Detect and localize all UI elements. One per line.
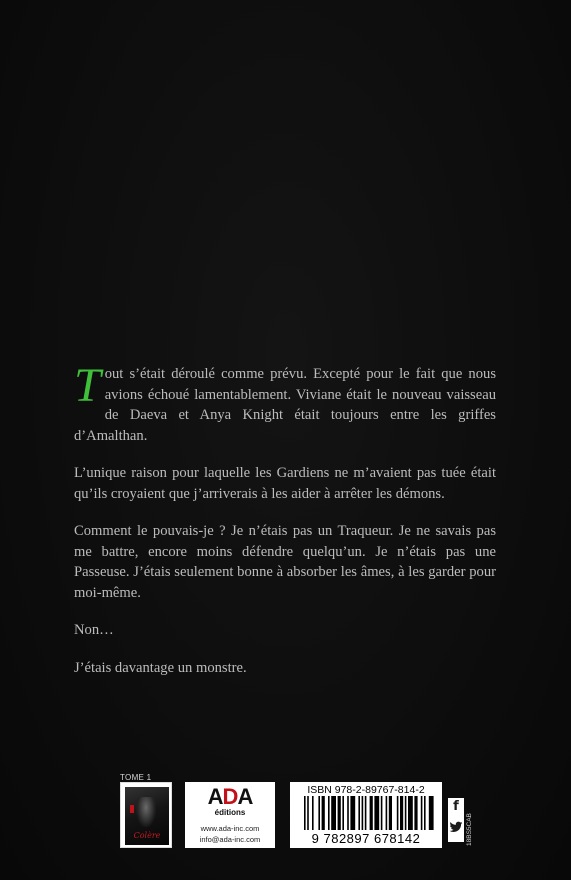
barcode-bar — [304, 796, 306, 830]
barcode-bar — [318, 796, 320, 830]
thumbnail-figure — [136, 797, 156, 827]
series-thumbnail — [120, 782, 172, 848]
isbn-text: ISBN 978-2-89767-814-2 — [307, 784, 425, 796]
twitter-icon — [448, 820, 464, 838]
blurb-paragraph-1 — [74, 359, 496, 446]
drop-cap: T — [74, 359, 101, 412]
barcode-bar — [350, 796, 355, 830]
ean-digits: 9 782897 678142 — [311, 831, 421, 846]
barcode-bar — [424, 796, 426, 830]
barcode-bar — [414, 796, 417, 830]
tome-label: TOME 1 — [120, 773, 152, 782]
barcode-bar — [370, 796, 373, 830]
barcode-bars — [290, 796, 442, 832]
barcode-bar — [374, 796, 379, 830]
publisher-block — [185, 782, 275, 848]
barcode-bar — [408, 796, 413, 830]
barcode-bar — [421, 796, 423, 830]
barcode-bar — [312, 796, 314, 830]
barcode-bar — [365, 796, 367, 830]
barcode-bar — [400, 796, 403, 830]
barcode-bar — [397, 796, 399, 830]
blurb-paragraph-2: L’unique raison pour laquelle les Gardiens ne m’avaient pas tuée était qu’ils croyaient que j’arriverais à les aider à arrêter les démons. — [74, 465, 496, 502]
barcode-bar — [322, 796, 325, 830]
logo-letter-right: A — [237, 784, 253, 809]
thumbnail-title: Colère — [133, 831, 161, 840]
social-icons — [448, 798, 464, 842]
publisher-logo — [185, 784, 275, 810]
blurb-paragraph-5: J’étais davantage un monstre. — [74, 659, 247, 676]
barcode-bar — [328, 796, 330, 830]
barcode-bar — [347, 796, 349, 830]
thumbnail-accent — [130, 805, 134, 813]
publisher-website: www.ada-inc.com — [200, 824, 260, 833]
barcode-bar — [307, 796, 309, 830]
barcode-bar — [358, 796, 360, 830]
logo-letter-mid: D — [222, 784, 238, 809]
barcode-bar — [338, 796, 341, 830]
publisher-subtitle: éditions — [214, 808, 246, 817]
barcode-bar — [405, 796, 407, 830]
barcode-bar — [362, 796, 364, 830]
blurb-paragraph-1-text: out s’était déroulé comme prévu. Excepté pour le fait que nous avions échoué lamentablement. Viviane était le nouveau vaisseau de Daeva et Anya Knight était toujours entre les griffes d’Amalthan. — [74, 366, 496, 444]
barcode-bar — [381, 796, 383, 830]
isbn-barcode — [290, 782, 442, 848]
barcode-bar — [342, 796, 344, 830]
barcode-bar — [331, 796, 336, 830]
barcode-bar — [389, 796, 392, 830]
barcode-bar — [429, 796, 434, 830]
blurb-paragraph-4: Non… — [74, 622, 114, 638]
logo-letter-left: A — [207, 784, 223, 809]
blurb-text — [74, 359, 496, 695]
facebook-icon: f — [453, 799, 459, 814]
blurb-paragraph-3: Comment le pouvais-je ? Je n’étais pas un Traqueur. Je ne savais pas me battre, encore moins défendre quelqu’un. Je n’étais pas une Passeuse. J’étais seulement bonne à absorber les âmes, à les garder pour moi-même. — [74, 523, 496, 601]
vertical-code: 18BS5CAB — [466, 813, 473, 846]
thumbnail-artwork — [125, 787, 169, 845]
publisher-email: info@ada-inc.com — [199, 835, 261, 844]
barcode-bar — [386, 796, 388, 830]
